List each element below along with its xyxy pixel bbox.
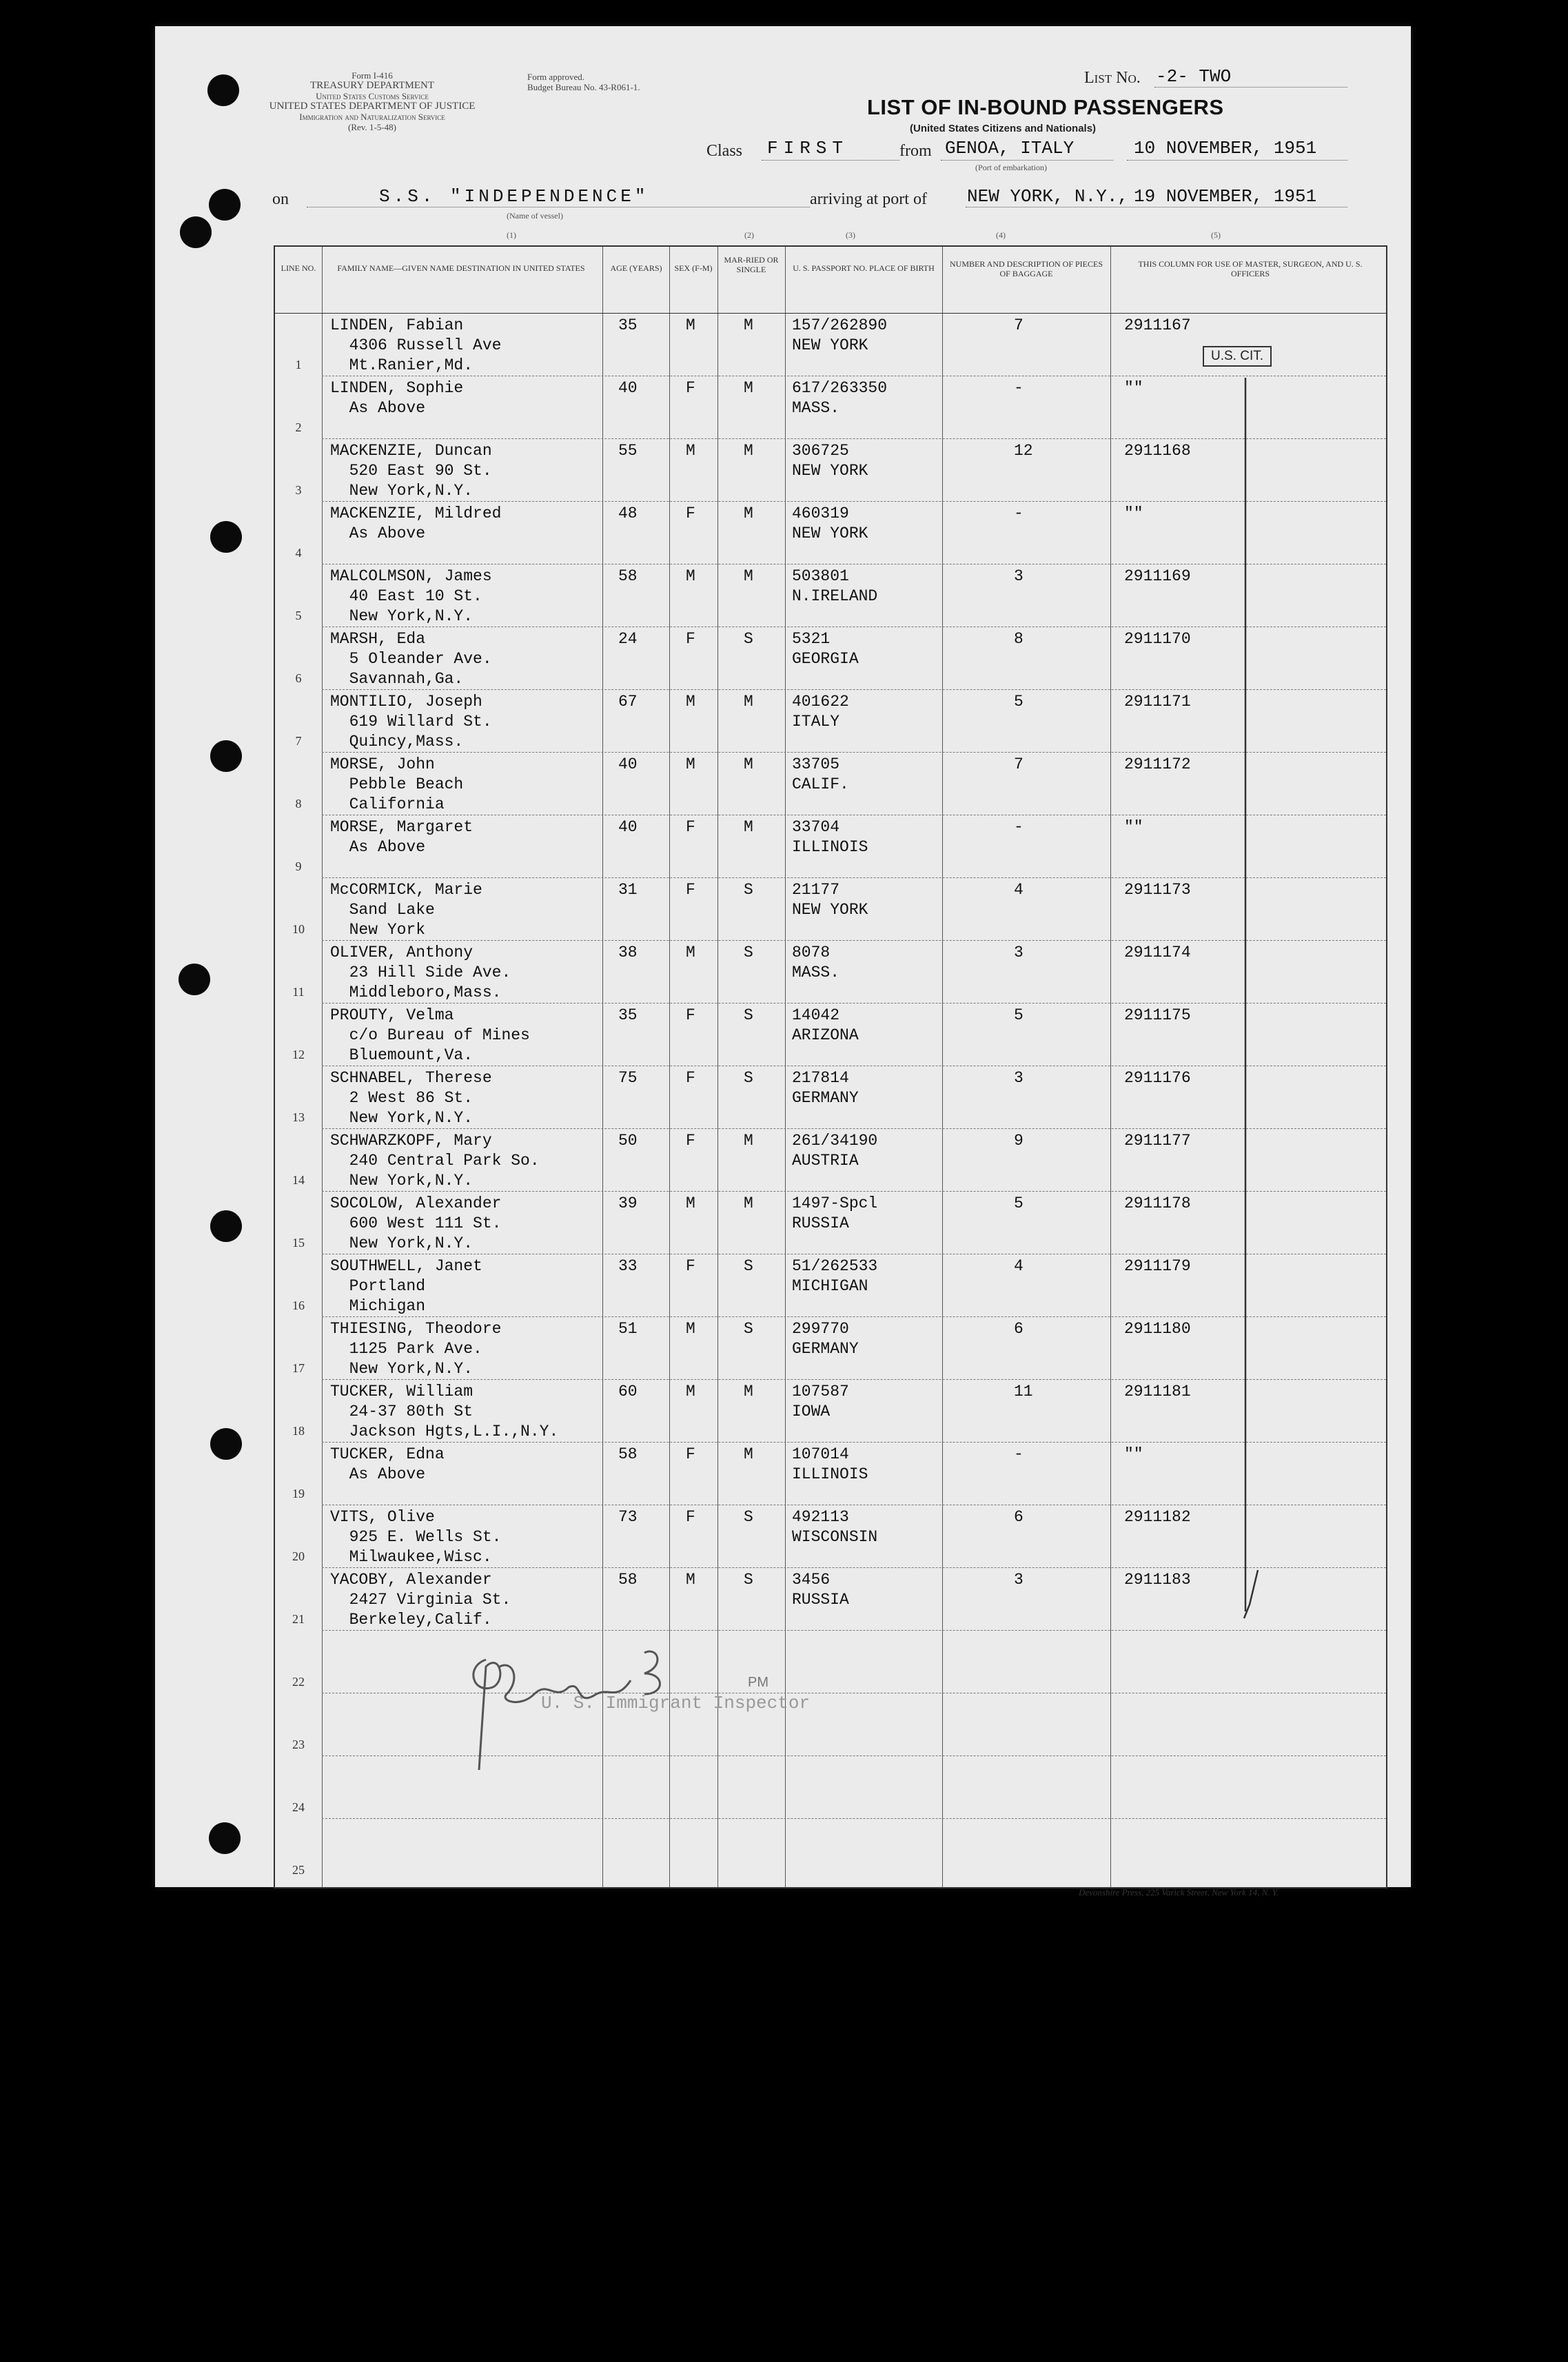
passenger-name-cell: LINDEN, Fabian 4306 Russell Ave Mt.Ranier,Md. [330, 316, 502, 374]
row-rule [322, 1128, 1386, 1129]
age-cell: 58 [618, 567, 638, 585]
row-rule [322, 752, 1386, 753]
from-label: from [899, 142, 932, 160]
punch-hole [210, 521, 242, 553]
baggage-cell: 3 [1014, 944, 1024, 961]
list-no-value: -2- TWO [1156, 66, 1232, 87]
officer-cell: 2911181 [1124, 1383, 1191, 1401]
officer-cell: 2911179 [1124, 1257, 1191, 1275]
baggage-cell: 12 [1014, 442, 1033, 460]
form-header-block [258, 70, 486, 132]
col-num-1: (1) [507, 230, 516, 240]
line-number: 4 [295, 546, 302, 560]
line-number: 13 [292, 1110, 305, 1124]
ins-service: Immigration and Naturalization Service [299, 112, 445, 122]
class-underline [762, 160, 899, 161]
passenger-name-cell: PROUTY, Velma c/o Bureau of Mines Bluemount,Va. [330, 1006, 530, 1064]
col-header-line: LINE NO. [281, 263, 316, 273]
handwritten-pm: PM [748, 1675, 768, 1690]
passenger-name-cell: SOUTHWELL, Janet Portland Michigan [330, 1257, 482, 1315]
age-cell: 73 [618, 1508, 638, 1526]
marital-cell: S [744, 1571, 753, 1589]
punch-hole [179, 964, 210, 995]
passenger-name-cell: McCORMICK, Marie Sand Lake New York [330, 881, 482, 939]
marital-cell: S [744, 1069, 753, 1087]
col-divider [785, 247, 786, 1887]
col-divider [942, 247, 943, 1887]
sex-cell: M [686, 1320, 695, 1338]
budget-bureau: Budget Bureau No. 43-R061-1. [527, 82, 640, 92]
baggage-cell: 3 [1014, 1571, 1024, 1589]
embark-date-underline [1127, 160, 1347, 161]
baggage-cell: 7 [1014, 755, 1024, 773]
page-subtitle: (United States Citizens and Nationals) [910, 123, 1097, 134]
age-cell: 75 [618, 1069, 638, 1087]
line-number: 22 [292, 1675, 305, 1689]
col-divider [322, 247, 323, 1887]
col-header-officers: THIS COLUMN FOR USE OF MASTER, SURGEON, AND U. S. OFFICERS [1138, 259, 1363, 278]
passport-cell: 33705 CALIF. [792, 755, 849, 793]
line-number: 3 [295, 483, 302, 497]
col-header-sex: SEX (F-M) [674, 263, 713, 273]
line-number: 9 [295, 859, 302, 873]
punch-hole [210, 1210, 242, 1242]
passport-cell: 14042 ARIZONA [792, 1006, 859, 1044]
officer-cell: 2911178 [1124, 1194, 1191, 1212]
line-number: 5 [295, 609, 302, 622]
form-revision: (Rev. 1-5-48) [348, 122, 396, 132]
arrival-date: 19 NOVEMBER, 1951 [1134, 186, 1317, 207]
officer-cell: 2911171 [1124, 693, 1191, 711]
row-rule [322, 1316, 1386, 1317]
officer-cell: "" [1124, 379, 1143, 397]
line-number: 7 [295, 734, 302, 748]
age-cell: 24 [618, 630, 638, 648]
marital-cell: S [744, 1320, 753, 1338]
passport-cell: 503801 N.IRELAND [792, 567, 878, 605]
on-label: on [272, 190, 289, 208]
list-no-label: List No. [1084, 69, 1141, 87]
age-cell: 58 [618, 1445, 638, 1463]
row-rule [322, 1379, 1386, 1380]
class-label: Class [706, 142, 743, 160]
passenger-name-cell: VITS, Olive 925 E. Wells St. Milwaukee,Wisc. [330, 1508, 502, 1566]
arriving-label: arriving at port of [810, 190, 927, 208]
sex-cell: F [686, 1508, 695, 1526]
age-cell: 60 [618, 1383, 638, 1401]
sex-cell: M [686, 944, 695, 961]
col-header-baggage: NUMBER AND DESCRIPTION OF PIECES OF BAGGAGE [949, 259, 1103, 278]
sex-cell: F [686, 1006, 695, 1024]
age-cell: 33 [618, 1257, 638, 1275]
manifest-page [155, 26, 1411, 1897]
marital-cell: M [744, 505, 753, 522]
line-number: 1 [295, 358, 302, 371]
passport-cell: 299770 GERMANY [792, 1320, 859, 1358]
punch-hole [209, 1822, 241, 1854]
marital-cell: M [744, 1445, 753, 1463]
sex-cell: F [686, 379, 695, 397]
passport-cell: 401622 ITALY [792, 693, 849, 731]
col-header-age: AGE (YEARS) [610, 263, 662, 273]
marital-cell: S [744, 1508, 753, 1526]
baggage-cell: 5 [1014, 693, 1024, 711]
baggage-cell: 7 [1014, 316, 1024, 334]
age-cell: 35 [618, 1006, 638, 1024]
arrival-port: NEW YORK, N.Y., [967, 186, 1129, 207]
passport-cell: 460319 NEW YORK [792, 505, 868, 542]
punch-hole [209, 189, 241, 221]
line-number: 2 [295, 420, 302, 434]
age-cell: 50 [618, 1132, 638, 1150]
sex-cell: F [686, 1445, 695, 1463]
passport-cell: 51/262533 MICHIGAN [792, 1257, 878, 1295]
col-num-5: (5) [1211, 230, 1221, 240]
sex-cell: F [686, 1069, 695, 1087]
row-rule [322, 1191, 1386, 1192]
baggage-cell: 5 [1014, 1194, 1024, 1212]
sex-cell: F [686, 1257, 695, 1275]
baggage-cell: 8 [1014, 630, 1024, 648]
age-cell: 51 [618, 1320, 638, 1338]
col-header-passport: U. S. PASSPORT NO. PLACE OF BIRTH [793, 263, 935, 273]
age-cell: 48 [618, 505, 638, 522]
line-number: 24 [292, 1800, 305, 1814]
age-cell: 55 [618, 442, 638, 460]
customs-service: United States Customs Service [316, 91, 429, 101]
age-cell: 38 [618, 944, 638, 961]
sex-cell: M [686, 755, 695, 773]
punch-hole [207, 74, 239, 106]
age-cell: 31 [618, 881, 638, 899]
passport-cell: 107014 ILLINOIS [792, 1445, 868, 1483]
passport-cell: 33704 ILLINOIS [792, 818, 868, 856]
line-number: 20 [292, 1549, 305, 1563]
officer-cell: 2911180 [1124, 1320, 1191, 1338]
passenger-name-cell: MORSE, Margaret As Above [330, 818, 474, 856]
line-number: 12 [292, 1048, 305, 1061]
officer-cell: 2911182 [1124, 1508, 1191, 1526]
baggage-cell: 3 [1014, 567, 1024, 585]
us-citizen-stamp: U.S. CIT. [1203, 346, 1272, 367]
baggage-cell: 6 [1014, 1508, 1024, 1526]
passenger-name-cell: OLIVER, Anthony 23 Hill Side Ave. Middleboro,Mass. [330, 944, 511, 1001]
sex-cell: F [686, 630, 695, 648]
sex-cell: F [686, 505, 695, 522]
passenger-name-cell: LINDEN, Sophie As Above [330, 379, 464, 417]
marital-cell: M [744, 755, 753, 773]
marital-cell: S [744, 944, 753, 961]
line-number: 15 [292, 1236, 305, 1250]
sex-cell: F [686, 818, 695, 836]
passenger-name-cell: TUCKER, Edna As Above [330, 1445, 445, 1483]
officer-cell: 2911177 [1124, 1132, 1191, 1150]
baggage-cell: 6 [1014, 1320, 1024, 1338]
sex-cell: M [686, 1383, 695, 1401]
officer-cell: 2911176 [1124, 1069, 1191, 1087]
age-cell: 58 [618, 1571, 638, 1589]
baggage-cell: 4 [1014, 881, 1024, 899]
from-underline [941, 160, 1113, 161]
officer-cell: 2911174 [1124, 944, 1191, 961]
passenger-name-cell: MARSH, Eda 5 Oleander Ave. Savannah,Ga. [330, 630, 492, 688]
marital-cell: M [744, 316, 753, 334]
officer-cell: 2911175 [1124, 1006, 1191, 1024]
officer-cell: "" [1124, 1445, 1143, 1463]
baggage-cell: - [1014, 505, 1024, 522]
marital-cell: S [744, 881, 753, 899]
line-number: 17 [292, 1361, 305, 1375]
baggage-cell: 5 [1014, 1006, 1024, 1024]
row-rule [322, 689, 1386, 690]
line-number: 19 [292, 1487, 305, 1500]
passenger-name-cell: SOCOLOW, Alexander 600 West 111 St. New York,N.Y. [330, 1194, 502, 1252]
passport-cell: 5321 GEORGIA [792, 630, 859, 668]
passport-cell: 306725 NEW YORK [792, 442, 868, 480]
baggage-cell: 4 [1014, 1257, 1024, 1275]
header-rule [275, 313, 1386, 314]
line-number: 23 [292, 1738, 305, 1751]
baggage-cell: 9 [1014, 1132, 1024, 1150]
baggage-cell: - [1014, 379, 1024, 397]
officer-cell: 2911183 [1124, 1571, 1191, 1589]
punch-hole [210, 740, 242, 772]
row-rule [322, 438, 1386, 439]
age-cell: 35 [618, 316, 638, 334]
line-number: 8 [295, 797, 302, 811]
marital-cell: M [744, 1383, 753, 1401]
passenger-name-cell: TUCKER, William 24-37 80th St Jackson Hgts,L.I.,N.Y. [330, 1383, 559, 1440]
col-num-3: (3) [846, 230, 855, 240]
from-value: GENOA, ITALY [945, 138, 1075, 159]
passport-cell: 217814 GERMANY [792, 1069, 859, 1107]
punch-hole [180, 216, 212, 248]
approval-block [527, 72, 720, 92]
officer-cell: 2911168 [1124, 442, 1191, 460]
port-embark-note: (Port of embarkation) [975, 163, 1047, 172]
line-number: 25 [292, 1863, 305, 1877]
col-num-2: (2) [744, 230, 754, 240]
officer-cell: 2911170 [1124, 630, 1191, 648]
marital-cell: M [744, 567, 753, 585]
sex-cell: M [686, 1571, 695, 1589]
row-rule [322, 1003, 1386, 1004]
passenger-name-cell: MACKENZIE, Duncan 520 East 90 St. New York,N.Y. [330, 442, 492, 500]
line-number: 6 [295, 671, 302, 685]
row-rule [322, 1818, 1386, 1819]
line-number: 18 [292, 1424, 305, 1438]
vessel-note: (Name of vessel) [507, 211, 563, 221]
sex-cell: F [686, 1132, 695, 1150]
officer-cell: 2911167 [1124, 316, 1191, 334]
passenger-name-cell: MALCOLMSON, James 40 East 10 St. New York,N.Y. [330, 567, 492, 625]
marital-cell: S [744, 1257, 753, 1275]
passport-cell: 3456 RUSSIA [792, 1571, 849, 1609]
col-header-name: FAMILY NAME—GIVEN NAME DESTINATION IN UNITED STATES [337, 263, 585, 273]
passport-cell: 21177 NEW YORK [792, 881, 868, 919]
sex-cell: M [686, 693, 695, 711]
passenger-name-cell: MACKENZIE, Mildred As Above [330, 505, 502, 542]
form-number: Form I-416 [352, 70, 393, 81]
col-num-4: (4) [996, 230, 1006, 240]
passport-cell: 107587 IOWA [792, 1383, 849, 1421]
row-rule [322, 940, 1386, 941]
sex-cell: M [686, 316, 695, 334]
passport-cell: 157/262890 NEW YORK [792, 316, 888, 354]
marital-cell: S [744, 1006, 753, 1024]
col-header-married: MAR-RIED OR SINGLE [724, 255, 779, 274]
line-number: 14 [292, 1173, 305, 1187]
passenger-name-cell: SCHNABEL, Therese 2 West 86 St. New York,N.Y. [330, 1069, 492, 1127]
marital-cell: M [744, 818, 753, 836]
marital-cell: M [744, 1132, 753, 1150]
bracket-arrow-line [1230, 371, 1272, 1625]
passenger-name-cell: YACOBY, Alexander 2427 Virginia St. Berkeley,Calif. [330, 1571, 511, 1629]
age-cell: 40 [618, 379, 638, 397]
passenger-table [274, 245, 1387, 1888]
class-value: FIRST [767, 138, 849, 159]
baggage-cell: - [1014, 818, 1024, 836]
age-cell: 40 [618, 755, 638, 773]
passport-cell: 261/34190 AUSTRIA [792, 1132, 878, 1170]
marital-cell: M [744, 379, 753, 397]
passport-cell: 8078 MASS. [792, 944, 840, 981]
punch-hole [210, 1428, 242, 1460]
age-cell: 39 [618, 1194, 638, 1212]
sex-cell: M [686, 442, 695, 460]
passenger-name-cell: THIESING, Theodore 1125 Park Ave. New York,N.Y. [330, 1320, 502, 1378]
officer-cell: "" [1124, 818, 1143, 836]
page-title: LIST OF IN-BOUND PASSENGERS [867, 95, 1224, 119]
passenger-name-cell: MORSE, John Pebble Beach California [330, 755, 464, 813]
col-divider [1110, 247, 1111, 1887]
officer-cell: 2911169 [1124, 567, 1191, 585]
row-rule [322, 1630, 1386, 1631]
form-approved: Form approved. [527, 72, 585, 82]
passport-cell: 617/263350 MASS. [792, 379, 888, 417]
line-number: 16 [292, 1299, 305, 1312]
officer-cell: 2911173 [1124, 881, 1191, 899]
treasury-dept: TREASURY DEPARTMENT [309, 80, 435, 91]
row-rule [322, 877, 1386, 878]
sex-cell: M [686, 567, 695, 585]
officer-cell: 2911172 [1124, 755, 1191, 773]
baggage-cell: 11 [1014, 1383, 1033, 1401]
line-number: 21 [292, 1612, 305, 1626]
age-cell: 67 [618, 693, 638, 711]
baggage-cell: 3 [1014, 1069, 1024, 1087]
line-number: 10 [292, 922, 305, 936]
printer-footer: Devonshire Press, 225 Varick Street, New York 14, N. Y. [1079, 1887, 1279, 1897]
baggage-cell: - [1014, 1445, 1024, 1463]
marital-cell: M [744, 1194, 753, 1212]
inspector-stamp: U. S. Immigrant Inspector [541, 1693, 811, 1713]
marital-cell: S [744, 630, 753, 648]
justice-dept: UNITED STATES DEPARTMENT OF JUSTICE [269, 101, 476, 112]
row-rule [322, 501, 1386, 502]
list-no-underline [1154, 87, 1347, 88]
sex-cell: F [686, 881, 695, 899]
marital-cell: M [744, 693, 753, 711]
passport-cell: 1497-Spcl RUSSIA [792, 1194, 878, 1232]
passenger-name-cell: SCHWARZKOPF, Mary 240 Central Park So. New York,N.Y. [330, 1132, 540, 1190]
sex-cell: M [686, 1194, 695, 1212]
officer-cell: "" [1124, 505, 1143, 522]
passenger-name-cell: MONTILIO, Joseph 619 Willard St. Quincy,Mass. [330, 693, 492, 751]
row-rule [322, 1442, 1386, 1443]
embark-date: 10 NOVEMBER, 1951 [1134, 138, 1317, 159]
marital-cell: M [744, 442, 753, 460]
age-cell: 40 [618, 818, 638, 836]
row-rule [322, 1567, 1386, 1568]
line-number: 11 [292, 985, 305, 999]
passport-cell: 492113 WISCONSIN [792, 1508, 878, 1546]
vessel-name: S.S. "INDEPENDENCE" [379, 186, 649, 207]
